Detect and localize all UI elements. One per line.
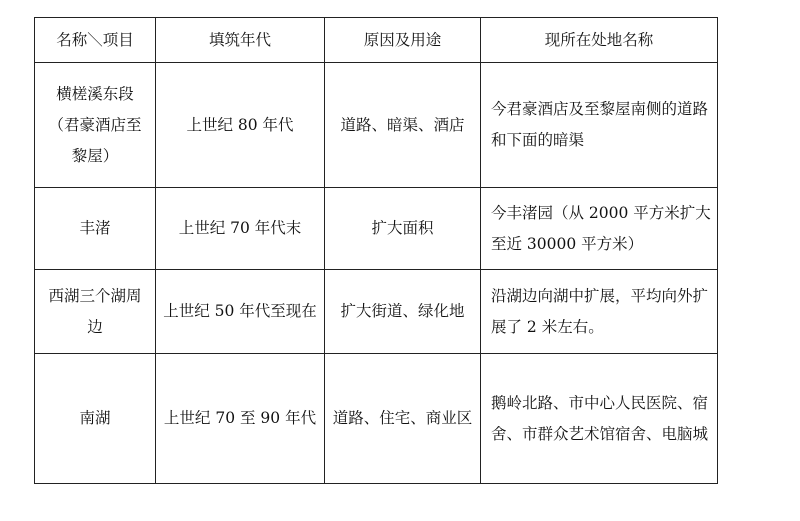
header-row [35, 18, 718, 63]
cell-current: 今君豪酒店及至黎屋南侧的道路和下面的暗渠 [481, 63, 718, 188]
cell-current: 今丰渚园（从 2000 平方米扩大至近 30000 平方米） [481, 188, 718, 270]
cell-era: 上世纪 50 年代至现在 [156, 270, 325, 354]
header-purpose: 原因及用途 [325, 18, 481, 63]
cell-current: 鹅岭北路、市中心人民医院、宿舍、市群众艺术馆宿舍、电脑城 [481, 354, 718, 484]
cell-era: 上世纪 70 至 90 年代 [156, 354, 325, 484]
table-row [35, 63, 718, 188]
header-name: 名称＼项目 [35, 18, 156, 63]
cell-name: 西湖三个湖周边 [35, 270, 156, 354]
cell-purpose: 道路、住宅、商业区 [325, 354, 481, 484]
cell-purpose: 扩大街道、绿化地 [325, 270, 481, 354]
header-current: 现所在处地名称 [481, 18, 718, 63]
history-table [34, 17, 718, 484]
cell-era: 上世纪 70 年代末 [156, 188, 325, 270]
table-row [35, 354, 718, 484]
cell-name: 南湖 [35, 354, 156, 484]
table-row [35, 188, 718, 270]
table-row [35, 270, 718, 354]
cell-name: 横槎溪东段（君豪酒店至黎屋） [35, 63, 156, 188]
cell-purpose: 扩大面积 [325, 188, 481, 270]
header-era: 填筑年代 [156, 18, 325, 63]
cell-era: 上世纪 80 年代 [156, 63, 325, 188]
cell-name: 丰渚 [35, 188, 156, 270]
cell-purpose: 道路、暗渠、酒店 [325, 63, 481, 188]
cell-current: 沿湖边向湖中扩展，平均向外扩展了 2 米左右。 [481, 270, 718, 354]
